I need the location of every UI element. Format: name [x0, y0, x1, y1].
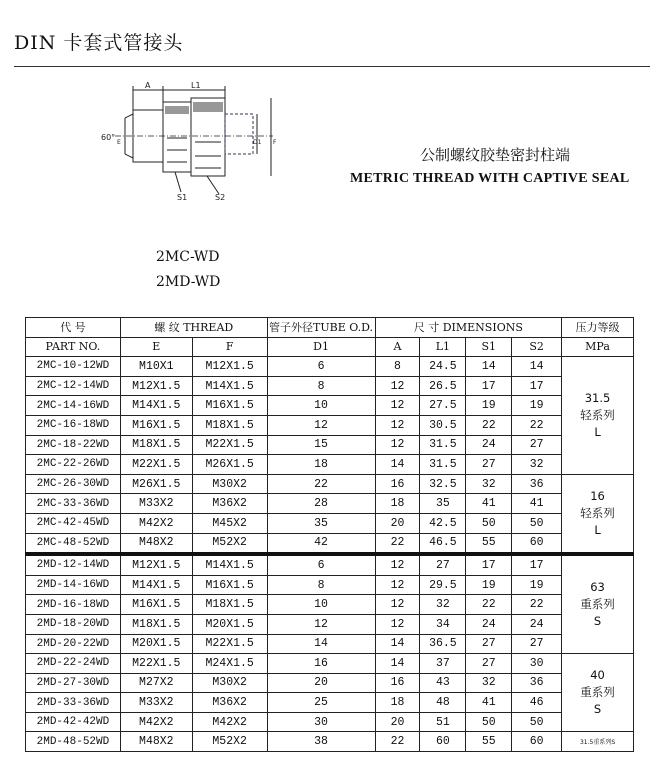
- cell-d1: 22: [267, 474, 375, 494]
- cell-d1: 35: [267, 513, 375, 533]
- cell-s2: 50: [512, 513, 562, 533]
- cell-s2: 32: [512, 455, 562, 475]
- cell-a: 16: [375, 673, 420, 693]
- pressure-g3: [562, 554, 634, 653]
- table-row: [26, 415, 634, 435]
- label-s2: S2: [215, 193, 226, 202]
- cell-l1: 46.5: [420, 533, 466, 554]
- pressure-code: L: [594, 522, 601, 537]
- cell-e: M14X1.5: [120, 396, 192, 416]
- label-l1: L1: [191, 81, 201, 90]
- cell-l1: 27: [420, 554, 466, 575]
- table-row: [26, 595, 634, 615]
- cell-e: M18X1.5: [120, 614, 192, 634]
- table-row: [26, 693, 634, 713]
- header-pressure: 压力等级: [562, 318, 634, 338]
- cell-s2: 41: [512, 494, 562, 514]
- cell-f: M26X1.5: [192, 455, 267, 475]
- table-row: [26, 614, 634, 634]
- header-row-1: [26, 318, 634, 338]
- cell-l1: 43: [420, 673, 466, 693]
- pressure-note: 31.5重系列S: [562, 732, 634, 752]
- pressure-value: 63: [590, 580, 605, 595]
- fitting-drawing: [95, 80, 285, 210]
- header-l1: L1: [420, 337, 466, 357]
- tube-outline: [225, 114, 253, 154]
- cell-part: 2MD-27-30WD: [26, 673, 121, 693]
- cell-d1: 30: [267, 712, 375, 732]
- cell-a: 14: [375, 634, 420, 654]
- cell-e: M42X2: [120, 513, 192, 533]
- label-f: F: [273, 139, 277, 146]
- cell-e: M16X1.5: [120, 415, 192, 435]
- cell-e: M18X1.5: [120, 435, 192, 455]
- cell-s2: 22: [512, 415, 562, 435]
- cell-l1: 42.5: [420, 513, 466, 533]
- cell-s1: 55: [466, 732, 512, 752]
- pressure-series: 轻系列: [580, 505, 615, 520]
- cell-d1: 28: [267, 494, 375, 514]
- series-code-md: 2MD-WD: [156, 274, 221, 290]
- cell-s1: 22: [466, 595, 512, 615]
- label-e: E: [117, 139, 121, 146]
- cell-f: M52X2: [192, 732, 267, 752]
- spec-table: [25, 317, 634, 752]
- cell-s2: 36: [512, 673, 562, 693]
- title-rule: [14, 66, 650, 67]
- cell-f: M30X2: [192, 673, 267, 693]
- series-code-mc: 2MC-WD: [156, 249, 220, 265]
- cell-f: M12X1.5: [192, 357, 267, 377]
- label-s1: S1: [177, 193, 188, 202]
- cell-s2: 22: [512, 595, 562, 615]
- cell-a: 12: [375, 376, 420, 396]
- cell-a: 22: [375, 732, 420, 752]
- pressure-series: 重系列: [580, 597, 615, 612]
- cell-d1: 10: [267, 396, 375, 416]
- cell-f: M42X2: [192, 712, 267, 732]
- cell-s2: 46: [512, 693, 562, 713]
- cell-d1: 8: [267, 575, 375, 595]
- cell-e: M22X1.5: [120, 654, 192, 674]
- cell-s1: 19: [466, 396, 512, 416]
- cell-a: 12: [375, 575, 420, 595]
- cell-d1: 38: [267, 732, 375, 752]
- cell-part: 2MD-14-16WD: [26, 575, 121, 595]
- cell-d1: 14: [267, 634, 375, 654]
- pressure-series: 轻系列: [580, 407, 615, 422]
- cell-d1: 12: [267, 415, 375, 435]
- table-row: [26, 673, 634, 693]
- cell-a: 12: [375, 396, 420, 416]
- cell-part: 2MC-10-12WD: [26, 357, 121, 377]
- cell-l1: 35: [420, 494, 466, 514]
- pressure-value: 31.5: [584, 390, 611, 405]
- cell-f: M20X1.5: [192, 614, 267, 634]
- cell-d1: 6: [267, 357, 375, 377]
- cell-a: 14: [375, 654, 420, 674]
- cell-f: M18X1.5: [192, 595, 267, 615]
- table-row: [26, 435, 634, 455]
- cell-s1: 41: [466, 494, 512, 514]
- header-thread: 螺 纹 THREAD: [120, 318, 267, 338]
- cell-a: 14: [375, 455, 420, 475]
- cell-d1: 6: [267, 554, 375, 575]
- header-dimensions: 尺 寸 DIMENSIONS: [375, 318, 562, 338]
- cell-part: 2MC-14-16WD: [26, 396, 121, 416]
- header-f: F: [192, 337, 267, 357]
- cell-s2: 14: [512, 357, 562, 377]
- pressure-code: S: [593, 614, 602, 629]
- cell-d1: 15: [267, 435, 375, 455]
- cell-part: 2MD-22-24WD: [26, 654, 121, 674]
- cell-part: 2MC-42-45WD: [26, 513, 121, 533]
- header-a: A: [375, 337, 420, 357]
- cell-e: M26X1.5: [120, 474, 192, 494]
- cell-f: M30X2: [192, 474, 267, 494]
- cell-f: M18X1.5: [192, 415, 267, 435]
- cell-part: 2MC-12-14WD: [26, 376, 121, 396]
- cell-s2: 17: [512, 376, 562, 396]
- cell-s1: 32: [466, 673, 512, 693]
- cell-a: 12: [375, 595, 420, 615]
- cell-s2: 19: [512, 575, 562, 595]
- cell-f: M45X2: [192, 513, 267, 533]
- cell-f: M36X2: [192, 494, 267, 514]
- cell-s1: 50: [466, 513, 512, 533]
- header-s2: S2: [512, 337, 562, 357]
- cell-l1: 32: [420, 595, 466, 615]
- cell-e: M33X2: [120, 693, 192, 713]
- cell-part: 2MC-48-52WD: [26, 533, 121, 554]
- pressure-code: L: [594, 424, 601, 439]
- cell-a: 12: [375, 435, 420, 455]
- cell-a: 12: [375, 415, 420, 435]
- cell-s1: 17: [466, 376, 512, 396]
- cell-s1: 27: [466, 654, 512, 674]
- pressure-value: 40: [590, 668, 605, 683]
- cell-part: 2MD-18-20WD: [26, 614, 121, 634]
- cell-s1: 24: [466, 435, 512, 455]
- table-row: [26, 376, 634, 396]
- page-title: DIN 卡套式管接头: [14, 32, 184, 54]
- cell-part: 2MC-26-30WD: [26, 474, 121, 494]
- cell-l1: 60: [420, 732, 466, 752]
- cell-f: M16X1.5: [192, 396, 267, 416]
- header-s1: S1: [466, 337, 512, 357]
- table-row: [26, 357, 634, 377]
- cell-f: M16X1.5: [192, 575, 267, 595]
- table-row: [26, 732, 634, 752]
- pressure-series: 重系列: [580, 685, 615, 700]
- cell-s1: 27: [466, 634, 512, 654]
- table-row: [26, 533, 634, 554]
- cell-s2: 27: [512, 435, 562, 455]
- label-angle: 60°: [101, 133, 116, 142]
- cell-f: M22X1.5: [192, 634, 267, 654]
- cell-s1: 17: [466, 554, 512, 575]
- cell-part: 2MC-18-22WD: [26, 435, 121, 455]
- cell-s2: 60: [512, 533, 562, 554]
- cell-part: 2MD-16-18WD: [26, 595, 121, 615]
- header-part: 代 号: [26, 318, 121, 338]
- cell-e: M16X1.5: [120, 595, 192, 615]
- cell-d1: 25: [267, 693, 375, 713]
- cell-l1: 32.5: [420, 474, 466, 494]
- cell-part: 2MD-33-36WD: [26, 693, 121, 713]
- table-row: [26, 455, 634, 475]
- cell-l1: 36.5: [420, 634, 466, 654]
- cell-a: 18: [375, 494, 420, 514]
- header-row-2: [26, 337, 634, 357]
- cell-a: 18: [375, 693, 420, 713]
- cell-s1: 24: [466, 614, 512, 634]
- cell-s1: 41: [466, 693, 512, 713]
- cell-part: 2MD-48-52WD: [26, 732, 121, 752]
- cell-e: M12X1.5: [120, 554, 192, 575]
- pressure-code: S: [593, 702, 602, 717]
- cell-a: 12: [375, 614, 420, 634]
- header-tube: 管子外径TUBE O.D.: [267, 318, 375, 338]
- cell-l1: 29.5: [420, 575, 466, 595]
- cell-a: 12: [375, 554, 420, 575]
- header-d1: D1: [267, 337, 375, 357]
- cell-l1: 26.5: [420, 376, 466, 396]
- pressure-g2: [562, 474, 634, 554]
- cell-s1: 27: [466, 455, 512, 475]
- cell-a: 20: [375, 513, 420, 533]
- cell-l1: 48: [420, 693, 466, 713]
- cell-d1: 16: [267, 654, 375, 674]
- cell-s1: 22: [466, 415, 512, 435]
- cell-part: 2MC-22-26WD: [26, 455, 121, 475]
- cell-s1: 50: [466, 712, 512, 732]
- cell-l1: 37: [420, 654, 466, 674]
- cell-e: M48X2: [120, 533, 192, 554]
- cell-s1: 14: [466, 357, 512, 377]
- label-a: A: [145, 81, 151, 90]
- cell-a: 16: [375, 474, 420, 494]
- cell-s2: 19: [512, 396, 562, 416]
- cell-e: M27X2: [120, 673, 192, 693]
- cell-e: M22X1.5: [120, 455, 192, 475]
- cell-l1: 34: [420, 614, 466, 634]
- cell-s2: 27: [512, 634, 562, 654]
- cell-s2: 17: [512, 554, 562, 575]
- cell-e: M33X2: [120, 494, 192, 514]
- cell-d1: 18: [267, 455, 375, 475]
- table-row: [26, 554, 634, 575]
- cell-l1: 31.5: [420, 435, 466, 455]
- description-cn: 公制螺纹胶垫密封柱端: [420, 146, 571, 164]
- table-row: [26, 396, 634, 416]
- cell-s2: 30: [512, 654, 562, 674]
- cell-e: M12X1.5: [120, 376, 192, 396]
- header-mpa: MPa: [562, 337, 634, 357]
- cell-d1: 8: [267, 376, 375, 396]
- description-en: METRIC THREAD WITH CAPTIVE SEAL: [350, 171, 630, 186]
- cell-f: M36X2: [192, 693, 267, 713]
- table-row: [26, 654, 634, 674]
- cell-a: 22: [375, 533, 420, 554]
- cell-s1: 19: [466, 575, 512, 595]
- cell-f: M52X2: [192, 533, 267, 554]
- cell-l1: 51: [420, 712, 466, 732]
- cell-d1: 20: [267, 673, 375, 693]
- header-part-no: PART NO.: [26, 337, 121, 357]
- cell-s2: 50: [512, 712, 562, 732]
- cell-part: 2MD-20-22WD: [26, 634, 121, 654]
- cell-s1: 32: [466, 474, 512, 494]
- cell-f: M24X1.5: [192, 654, 267, 674]
- table-row: [26, 634, 634, 654]
- cell-d1: 42: [267, 533, 375, 554]
- table-row: [26, 513, 634, 533]
- cell-e: M42X2: [120, 712, 192, 732]
- pressure-value: 16: [590, 488, 605, 503]
- table-row: [26, 712, 634, 732]
- table-row: [26, 494, 634, 514]
- cell-s2: 24: [512, 614, 562, 634]
- cell-l1: 24.5: [420, 357, 466, 377]
- cell-s2: 60: [512, 732, 562, 752]
- cell-part: 2MD-12-14WD: [26, 554, 121, 575]
- cell-part: 2MD-42-42WD: [26, 712, 121, 732]
- table-row: [26, 575, 634, 595]
- cell-l1: 30.5: [420, 415, 466, 435]
- cell-s2: 36: [512, 474, 562, 494]
- cell-a: 8: [375, 357, 420, 377]
- table-row: [26, 474, 634, 494]
- cell-d1: 12: [267, 614, 375, 634]
- label-d1: D1: [253, 139, 262, 146]
- cell-l1: 27.5: [420, 396, 466, 416]
- cell-d1: 10: [267, 595, 375, 615]
- cell-e: M20X1.5: [120, 634, 192, 654]
- cell-e: M10X1: [120, 357, 192, 377]
- cell-l1: 31.5: [420, 455, 466, 475]
- cell-a: 20: [375, 712, 420, 732]
- cell-f: M14X1.5: [192, 554, 267, 575]
- cell-f: M22X1.5: [192, 435, 267, 455]
- cell-e: M48X2: [120, 732, 192, 752]
- header-e: E: [120, 337, 192, 357]
- cell-part: 2MC-16-18WD: [26, 415, 121, 435]
- pressure-g1: [562, 357, 634, 475]
- cell-s1: 55: [466, 533, 512, 554]
- cell-f: M14X1.5: [192, 376, 267, 396]
- pressure-g4: [562, 654, 634, 732]
- cell-part: 2MC-33-36WD: [26, 494, 121, 514]
- cell-e: M14X1.5: [120, 575, 192, 595]
